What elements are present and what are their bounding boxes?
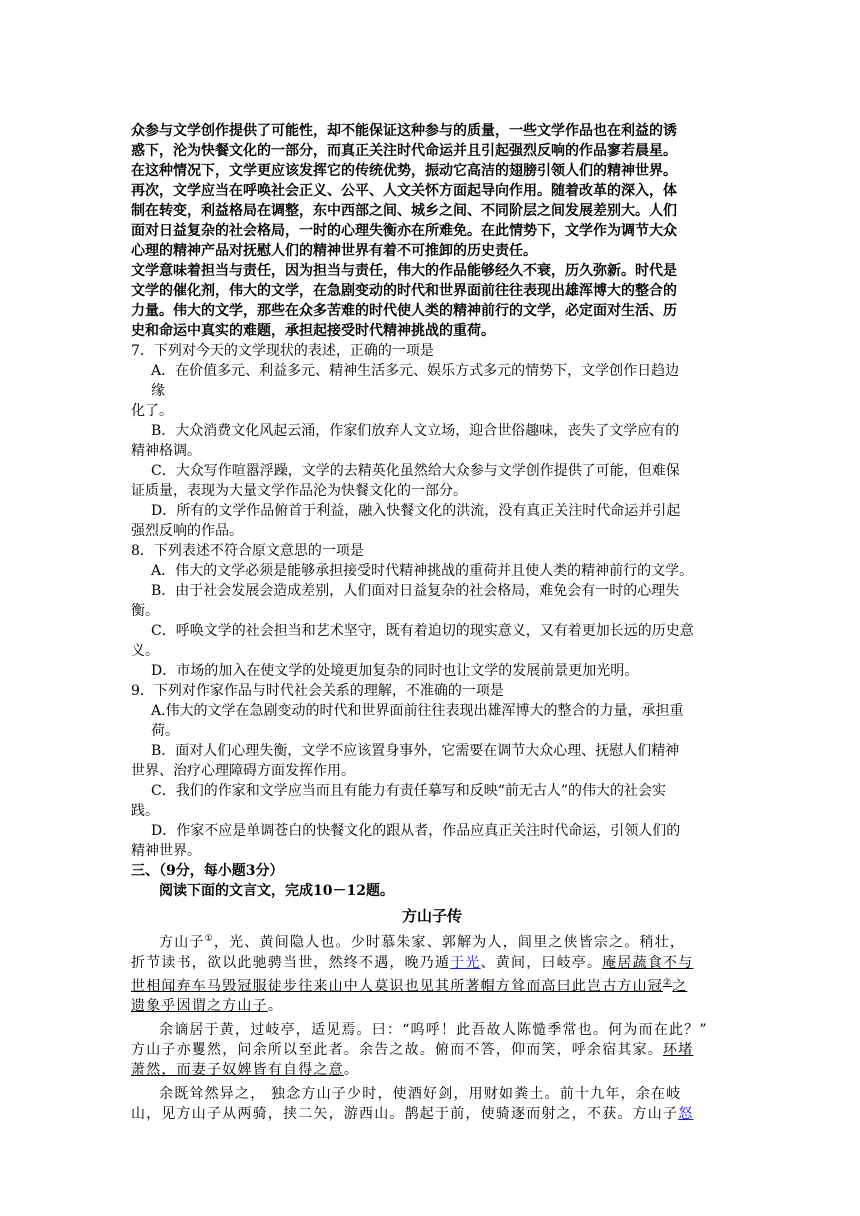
classical-passage	[131, 929, 733, 1124]
option-a: A.伟大的文学在急剧变动的时代和世界面前往往表现出雄浑博大的整合的力量，承担重	[151, 703, 684, 719]
underlined-text: 世相闻弃车马毁冠服徒步往来山中人莫识也见其所著帽方耸而高曰此岂古方山冠	[131, 978, 663, 995]
question-8	[131, 541, 733, 681]
option-c-cont: 义。	[131, 643, 159, 659]
option-c-cont: 践。	[131, 803, 159, 819]
option-d: D．作家不应是单调苍白的快餐文化的跟从者，作品应真正关注时代命运，引领人们的	[151, 823, 681, 839]
option-b: B．由于社会发展会造成差别，人们面对日益复杂的社会格局，难免会有一时的心理失	[151, 583, 680, 599]
question-9	[131, 681, 733, 861]
document-page	[131, 121, 733, 1124]
underlined-text: 环堵	[663, 1042, 694, 1059]
essay-line: 面对日益复杂的社会格局，一时的心理失衡亦在所难免。在此情势下，文学作为调节大众	[131, 223, 677, 239]
option-c: C．我们的作家和文学应当而且有能力有责任摹写和反映“前无古人”的伟大的社会实	[151, 783, 667, 799]
option-a-cont: 化了。	[131, 403, 173, 419]
option-a-cont: 荷。	[151, 723, 179, 739]
passage-line: 余谪居于黄，过岐亭，适见焉。曰：“呜呼！此吾故人陈慥季常也。何为而在此？”	[159, 1022, 708, 1039]
option-b-cont: 世界、治疗心理障碍方面发挥作用。	[131, 763, 355, 779]
footnote-marker[interactable]: ①	[204, 934, 214, 944]
passage-line	[131, 1104, 733, 1124]
passage-text: ，光、黄间隐人也。少时慕朱家、郭解为人，闾里之侠皆宗之。稍壮，	[213, 934, 686, 951]
passage-text: 。	[343, 1062, 360, 1079]
essay-line: 文学意味着担当与责任，因为担当与责任，伟大的作品能够经久不衰，历久弥新。时代是	[131, 263, 677, 279]
question-stem: 9．下列对作家作品与时代社会关系的理解，不准确的一项是	[131, 683, 504, 699]
essay-line: 力量。伟大的文学，那些在众多苦难的时代使人类的精神前行的文学，必定面对生活、历	[131, 303, 677, 319]
essay-line: 再次，文学应当在呼唤社会正义、公平、人文关怀方面起导向作用。随着改革的深入，体	[131, 183, 677, 199]
question-stem: 8．下列表述不符合原文意思的一项是	[131, 543, 364, 559]
annotation-link[interactable]: 怒	[678, 1106, 694, 1123]
passage-text: 折节读书，欲以此驰骋当世，然终不遇，晚乃遁	[131, 954, 451, 971]
passage-line: 余既耸然异之， 独念方山子少时，使酒好剑，用财如粪土。前十九年，余在岐	[159, 1086, 682, 1103]
essay-excerpt	[131, 121, 733, 341]
underlined-text: 之	[672, 978, 688, 995]
passage-line	[131, 996, 733, 1016]
underlined-text: 庵居蔬食不与	[602, 954, 694, 971]
annotation-link[interactable]: 于光	[450, 954, 481, 971]
essay-line: 心理的精神产品对抚慰人们的精神世界有着不可推卸的历史责任。	[131, 243, 537, 259]
underlined-text: 萧然，而妻子奴婢皆有自得之意	[131, 1062, 344, 1079]
question-7	[131, 341, 733, 541]
passage-text: 方山子	[159, 934, 205, 951]
option-d: D．所有的文学作品俯首于利益，融入快餐文化的洪流，没有真正关注时代命运并引起	[151, 503, 681, 519]
option-c: C．大众写作喧嚣浮躁，文学的去精英化虽然给大众参与文学创作提供了可能，但难保	[151, 463, 680, 479]
essay-line: 惑下，沦为快餐文化的一部分，而真正关注时代命运并且引起强烈反响的作品寥若晨星。	[131, 143, 677, 159]
option-a: A．在价值多元、利益多元、精神生活多元、娱乐方式多元的情势下，文学创作日趋边	[151, 363, 680, 379]
passage-line	[131, 1040, 733, 1060]
section-instruction: 阅读下面的文言文，完成10－12题。	[159, 883, 394, 899]
essay-line: 制在转变，利益格局在调整，东中西部之间、城乡之间、不同阶层之间发展差别大。人们	[131, 203, 677, 219]
passage-title: 方山子传	[401, 907, 462, 925]
option-b-cont: 精神格调。	[131, 443, 201, 459]
option-b: B．面对人们心理失衡，文学不应该置身事外，它需要在调节大众心理、抚慰人们精神	[151, 743, 680, 759]
passage-text: 。	[267, 998, 284, 1015]
underlined-text: 遗象乎因谓之方山子	[131, 998, 268, 1015]
passage-text: 山，见方山子从两骑，挟二矢，游西山。鹊起于前，使骑逐而射之，不获。方山子	[131, 1106, 679, 1123]
passage-line	[131, 953, 733, 973]
essay-line: 史和命运中真实的难题，承担起接受时代精神挑战的重荷。	[131, 323, 495, 339]
section-three	[131, 861, 733, 927]
option-b-cont: 衡。	[131, 603, 159, 619]
option-d-cont: 强烈反响的作品。	[131, 523, 243, 539]
passage-text: 方山子亦矍然，问余所以至此者。余告之故。俯而不答，仰而笑，呼余宿其家。	[131, 1042, 663, 1059]
essay-line: 文学的催化剂，伟大的文学，在急剧变动的时代和世界面前往往表现出雄浑博大的整合的	[131, 283, 677, 299]
option-a-cont: 缘	[151, 383, 165, 399]
question-stem: 7．下列对今天的文学现状的表述，正确的一项是	[131, 343, 434, 359]
passage-text: 、黄间，曰岐亭。	[480, 954, 603, 971]
option-c: C．呼唤文学的社会担当和艺术坚守，既有着迫切的现实意义，又有着更加长远的历史意	[151, 623, 694, 639]
option-d-cont: 精神世界。	[131, 843, 201, 859]
passage-line	[131, 973, 733, 997]
option-a: A．伟大的文学必须是能够承担接受时代精神挑战的重荷并且使人类的精神前行的文学。	[151, 563, 694, 579]
passage-line	[131, 929, 733, 953]
option-c-cont: 证质量，表现为大量文学作品沦为快餐文化的一部分。	[131, 483, 467, 499]
section-heading: 三、（9分，每小题3分）	[131, 863, 284, 879]
essay-line: 众参与文学创作提供了可能性，却不能保证这种参与的质量，一些文学作品也在利益的诱	[131, 123, 677, 139]
essay-line: 在这种情况下，文学更应该发挥它的传统优势，振动它高洁的翅膀引领人们的精神世界。	[131, 163, 677, 179]
footnote-marker[interactable]: ②	[663, 977, 673, 988]
passage-line	[131, 1060, 733, 1080]
option-d: D．市场的加入在使文学的处境更加复杂的同时也让文学的发展前景更加光明。	[151, 663, 639, 679]
option-b: B．大众消费文化风起云涌，作家们放弃人文立场，迎合世俗趣味，丧失了文学应有的	[151, 423, 680, 439]
